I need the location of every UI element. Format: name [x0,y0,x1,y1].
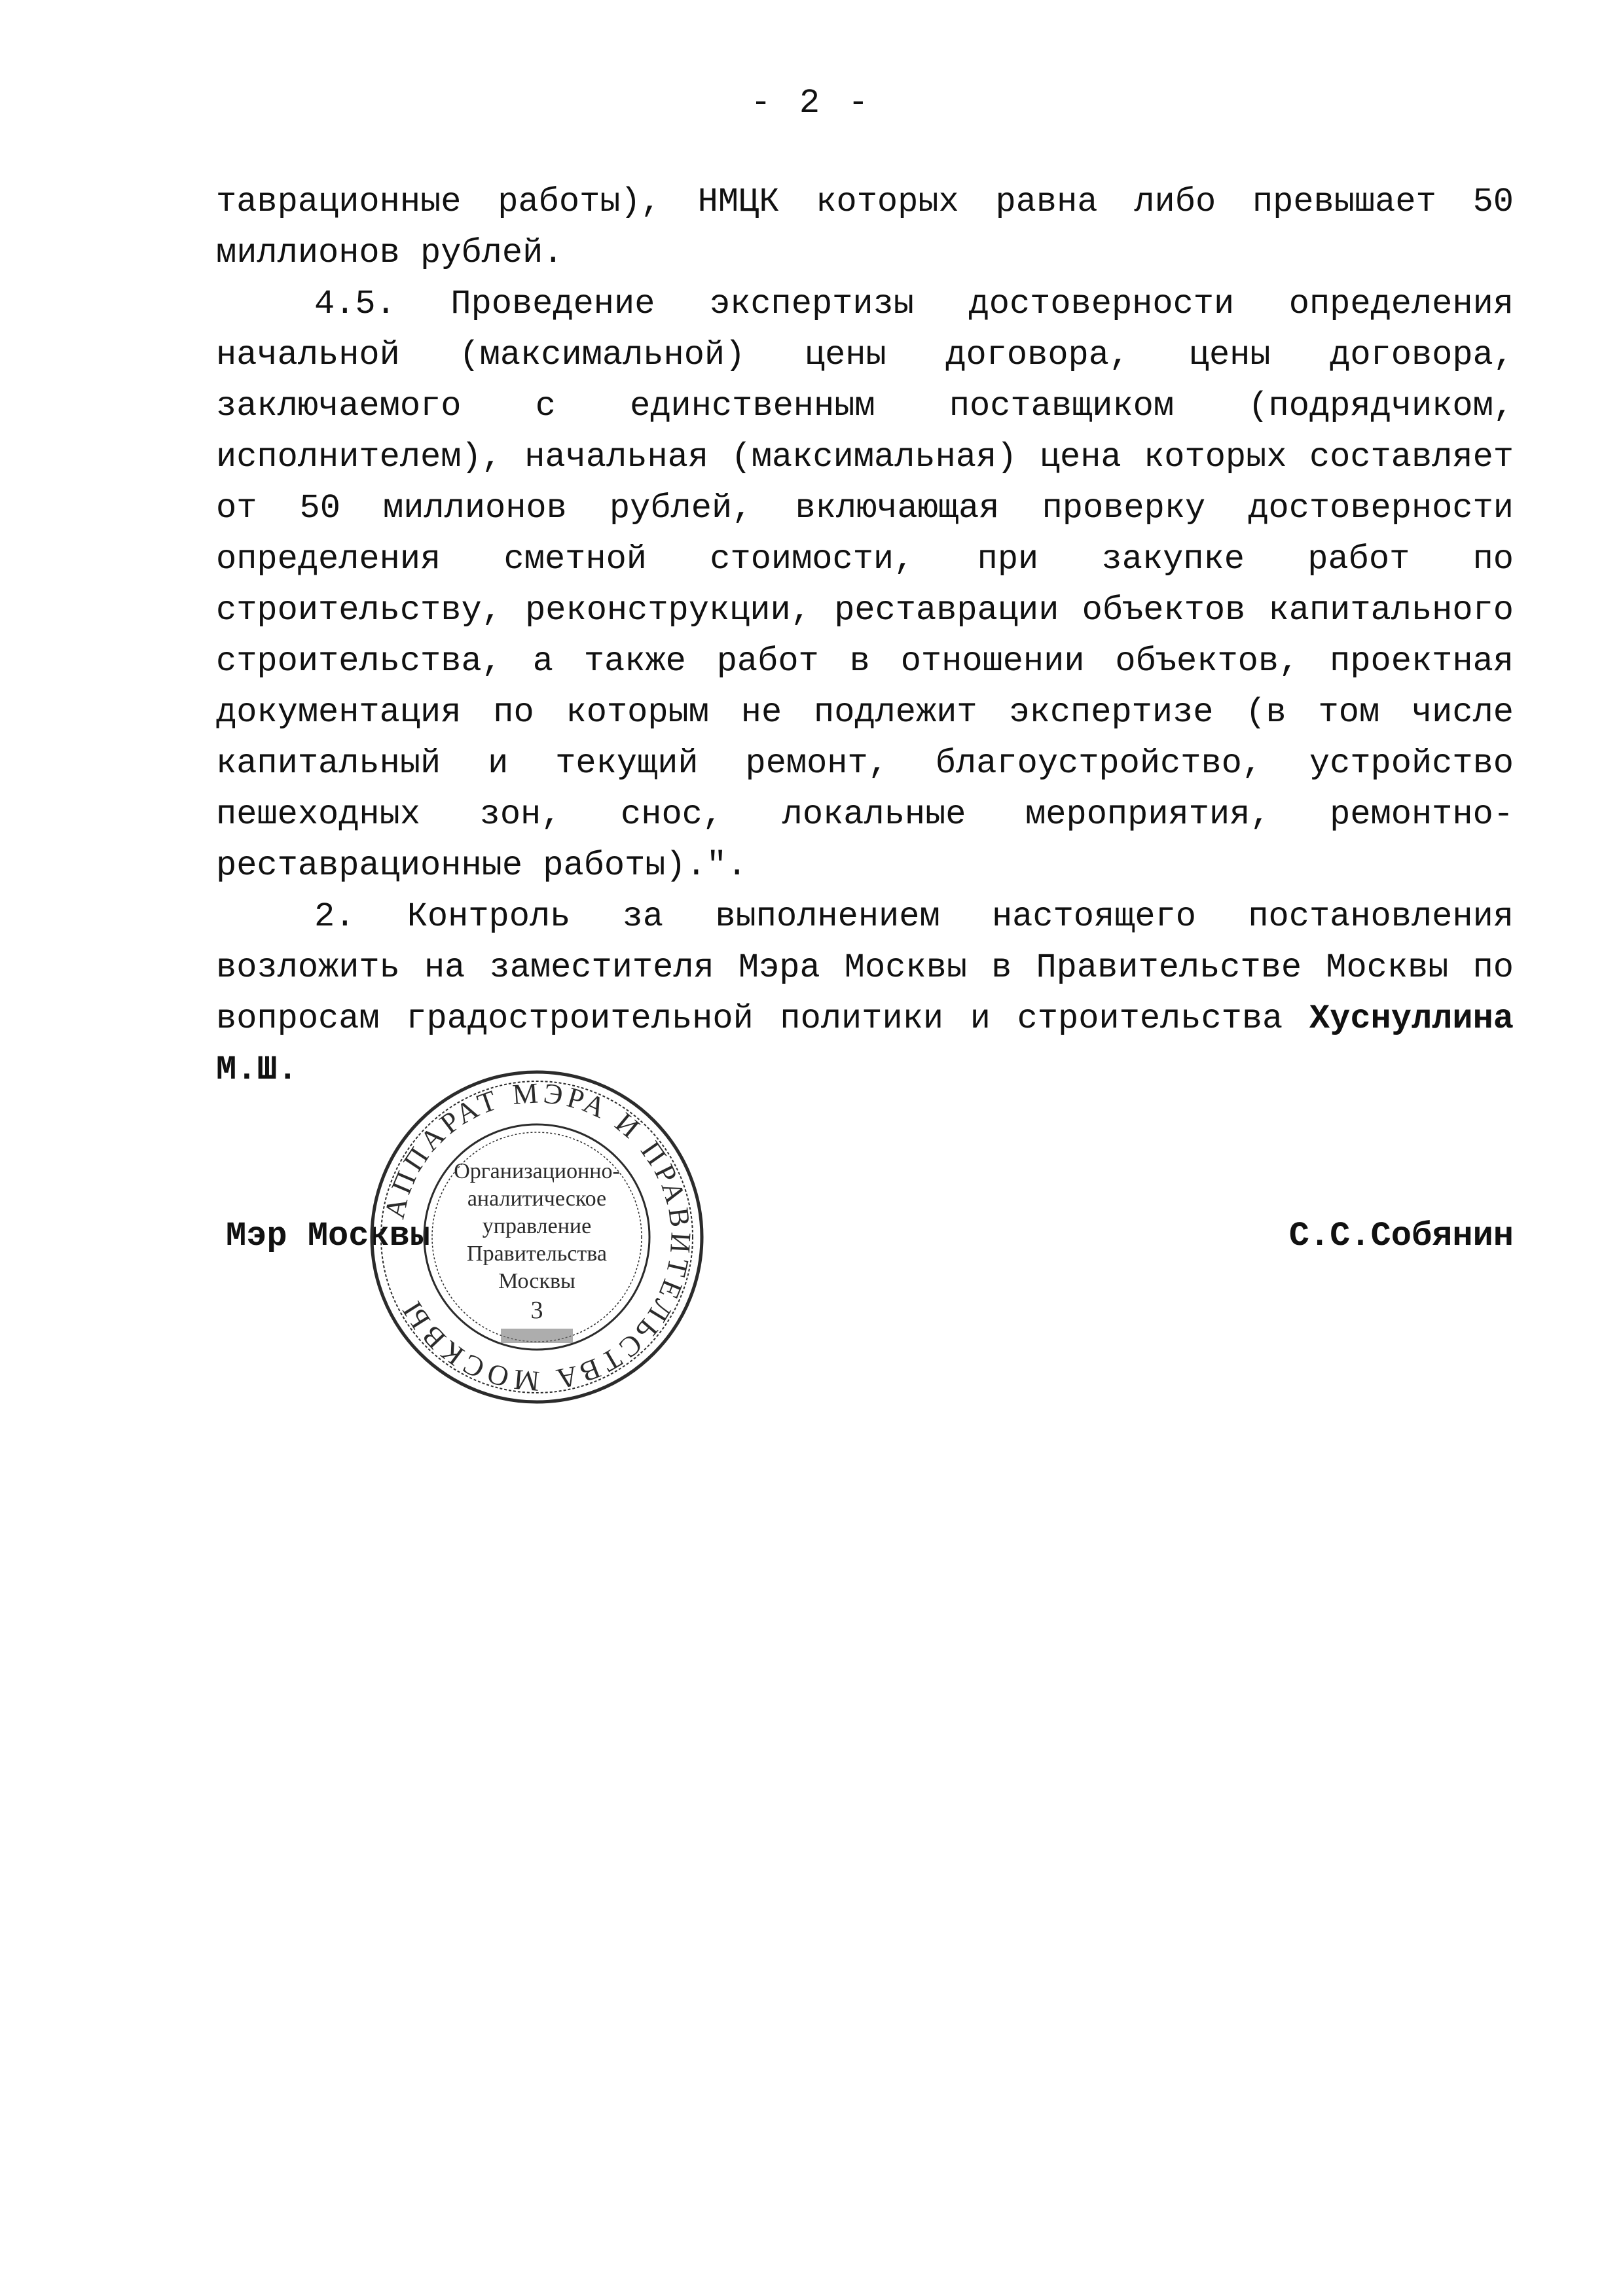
page-number: - 2 - [750,84,873,122]
seal-line-5: Москвы [498,1269,575,1293]
paragraph-control-text: 2. Контроль за выполнением настоящего постановления возложить на заместителя Мэра Москвы в Правительстве Москвы по вопросам градостроительной политики и строительства [216,897,1514,1038]
official-seal [367,1067,707,1407]
signatory-name: С.С.Собянин [1288,1217,1514,1255]
seal-line-1: Организационно- [454,1159,620,1183]
paragraph-continuation: таврационные работы), НМЦК которых равна либо превышает 50 миллионов рублей. [216,183,1514,272]
paragraph-4-5: 4.5. Проведение экспертизы достоверности определения начальной (максимальной) цены договора, цены договора, заключаемого с единственным поставщиком (подрядчиком, исполнителем), начальная (максимальная) цена которых составляет от 50 миллионов рублей, включающая проверку достоверности определения сметной стоимости, при закупке работ по строительству, реконструкции, реставрации объектов капитального строительства, а также работ в отношении объектов, проектная документация по которым не подлежит экспертизе (в том числе капитальный и текущий ремонт, благоустройство, устройство пешеходных зон, снос, локальные мероприятия, ремонтно-реставрационные работы).". [216,285,1514,885]
seal-line-4: Правительства [467,1242,607,1266]
seal-number: 3 [530,1297,543,1324]
paragraph-control [216,891,1514,1096]
seal-ring-text: АППАРАТ МЭРА И ПРАВИТЕЛЬСТВА МОСКВЫ [378,1077,697,1398]
seal-hatch [501,1329,573,1343]
seal-line-2: аналитическое [467,1187,607,1211]
seal-line-3: управление [482,1214,592,1238]
document-body [216,177,1514,1096]
signatory-title: Мэр Москвы [226,1217,431,1255]
responsible-person: Хуснуллина М.Ш. [216,999,1514,1089]
